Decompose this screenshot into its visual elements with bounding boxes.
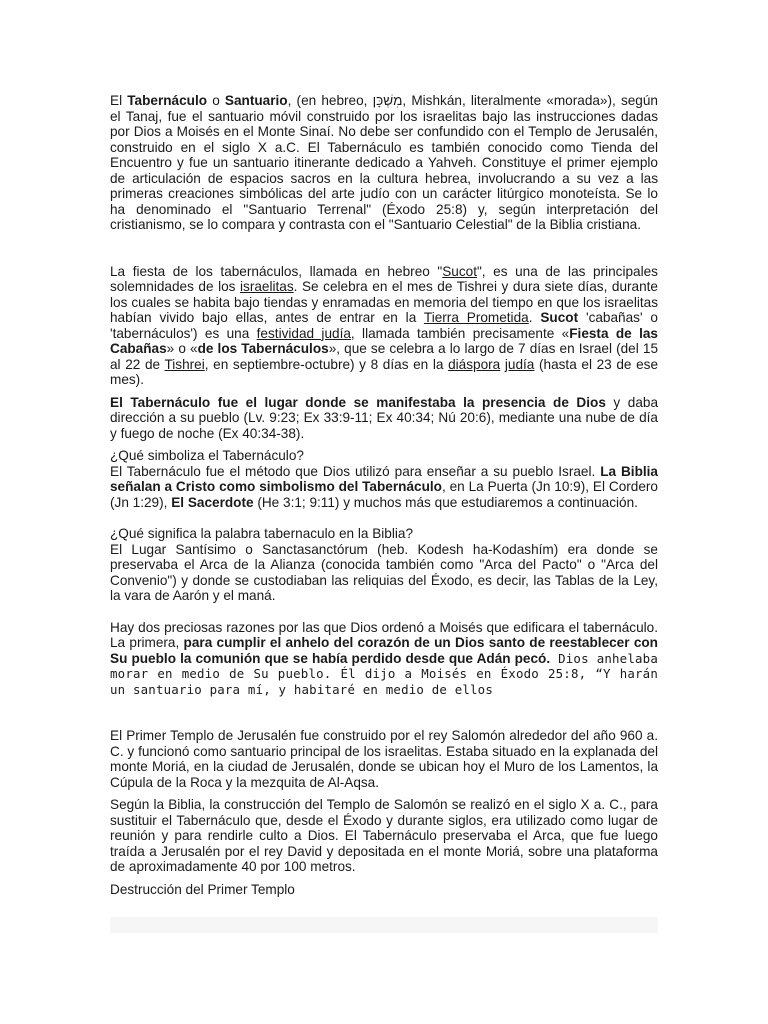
text: », que se celebra a lo largo de 7 días en Israel (del 15 al 22 de (110, 341, 658, 372)
text: , en La Puerta (Jn 10:9), El Cordero (Jn 1:29), (110, 479, 658, 510)
paragraph-significa (110, 526, 658, 604)
document-body (110, 93, 658, 897)
link-diaspora[interactable]: diáspora (448, 356, 501, 372)
grey-band (110, 917, 658, 933)
paragraph-presencia (110, 395, 658, 442)
bold-term: Santuario (224, 93, 288, 108)
text: 'cabañas' o 'tabernáculos') es una (110, 310, 658, 341)
link-sucot[interactable]: Sucot (442, 263, 477, 279)
paragraph-razones (110, 620, 658, 698)
text: y daba dirección a su pueblo (Lv. 9:23; Ex 33:9-11; Ex 40:34; Nú 20:6), mediante una nube de día y fuego de noche (Ex 40:34-38). (110, 394, 659, 441)
link-tierra-prometida[interactable]: Tierra Prometida (423, 310, 529, 325)
bold-term: Tabernáculo (127, 93, 208, 108)
text: El Lugar Santísimo o Sanctasanctórum (heb. Kodesh ha-Kodashím) era donde se preservaba el Arca de la Alianza (conocida también como "Arca del Pacto" o "Arca del Convenio") y donde se custodiaban las reliquias del Éxodo, es decir, las Tablas de la Ley, la vara de Aarón y el maná. (110, 541, 658, 603)
link-judia[interactable]: judía (504, 356, 535, 372)
bold-statement: La Biblia señalan a Cristo como simbolismo del Tabernáculo (110, 463, 658, 494)
heading-destruccion: Destrucción del Primer Templo (110, 881, 295, 897)
text: El Tabernáculo fue el método que Dios utilizó para enseñar a su pueblo Israel. (110, 463, 601, 479)
paragraph-simboliza (110, 448, 658, 510)
bold-term: Fiesta de las Cabañas (110, 325, 658, 356)
bold-statement: El Tabernáculo fue el lugar donde se manifestaba la presencia de Dios (110, 394, 606, 410)
link-festividad-judia[interactable]: festividad judía (256, 325, 351, 341)
text: (hasta el 23 de ese mes). (110, 356, 659, 387)
text: » o « (166, 341, 198, 356)
text: (He 3:1; 9:11) y muchos más que estudiaremos a continuación. (253, 494, 638, 510)
text: La fiesta de los tabernáculos, llamada en hebreo " (110, 263, 443, 279)
question-heading: ¿Qué simboliza el Tabernáculo? (110, 448, 304, 463)
text: . Se celebra en el mes de Tishrei y dura siete días, durante los cuales se habita bajo tiendas y enramadas en memoria del tiempo en que los israelitas habían vivido bajo ellas, antes de entrar en la (110, 279, 658, 325)
text: , en septiembre-octubre) y 8 días en la (204, 356, 449, 372)
text: . (528, 310, 541, 325)
paragraph-tabernaculo-intro (110, 93, 658, 233)
question-heading: ¿Qué significa la palabra tabernaculo en la Biblia? (110, 526, 414, 541)
link-tishrei[interactable]: Tishrei (164, 356, 205, 372)
paragraph-sucot (110, 264, 658, 388)
text: ", es una de las principales solemnidades de los (110, 263, 658, 294)
text: , llamada también precisamente « (350, 325, 570, 341)
text: Hay dos preciosas razones por las que Dios ordenó a Moisés que edificara el tabernáculo. La primera, (110, 619, 658, 650)
paragraph-primer-templo: El Primer Templo de Jerusalén fue construido por el rey Salomón alrededor del año 960 a. C. y funcionó como santuario principal de los israelitas. Estaba situado en la explanada del monte Moriá, en la ciudad de Jerusalén, donde se ubican hoy el Muro de los Lamentos, la Cúpula de la Roca y la mezquita de Al-Aqsa. (110, 728, 658, 790)
quote-text: Dios anhelaba morar en medio de Su pueblo. Él dijo a Moisés en Éxodo 25:8, “Y harán un santuario para mí, y habitaré en medio de ellos (110, 650, 658, 697)
text: El (110, 93, 128, 108)
bold-term: El Sacerdote (171, 494, 254, 510)
text: o (207, 93, 225, 108)
bold-term: de los Tabernáculos (197, 341, 329, 356)
bold-statement: para cumplir el anhelo del corazón de un Dios santo de reestablecer con Su pueblo la comunión que se había perdido desde que Adán pecó. (110, 635, 658, 666)
bold-term: Sucot (540, 310, 579, 325)
text: , (en hebreo, מִשְׁכָּן, Mishkán, literalmente «morada»), según el Tanaj, fue el santuario móvil construido por los israelitas bajo las instrucciones dadas por Dios a Moisés en el Monte Sinaí. No debe ser confundido con el Templo de Jerusalén, construido en el siglo X a.C. El Tabernáculo es también conocido como Tienda del Encuentro y fue un santuario itinerante dedicado a Yahveh. Constituye el primer ejemplo de articulación de espacios sacros en la cultura hebrea, involucrando a su vez a las primeras creaciones simbólicas del arte judío con un carácter litúrgico monoteísta. Se lo ha denominado el "Santuario Terrenal" (Éxodo 25:8) y, según interpretación del cristianismo, se lo compara y contrasta con el "Santuario Celestial" de la Biblia cristiana. (110, 93, 658, 232)
paragraph-templo-salomon: Según la Biblia, la construcción del Templo de Salomón se realizó en el siglo X a. C., para sustituir el Tabernáculo que, desde el Éxodo y durante siglos, era utilizado como lugar de reunión y para rendirle culto a Dios. El Tabernáculo preservaba el Arca, que fue luego traída a Jerusalén por el rey David y depositada en el monte Moriá, sobre una plataforma de aproximadamente 40 por 100 metros. (110, 797, 658, 874)
link-israelitas[interactable]: israelitas (240, 279, 294, 294)
